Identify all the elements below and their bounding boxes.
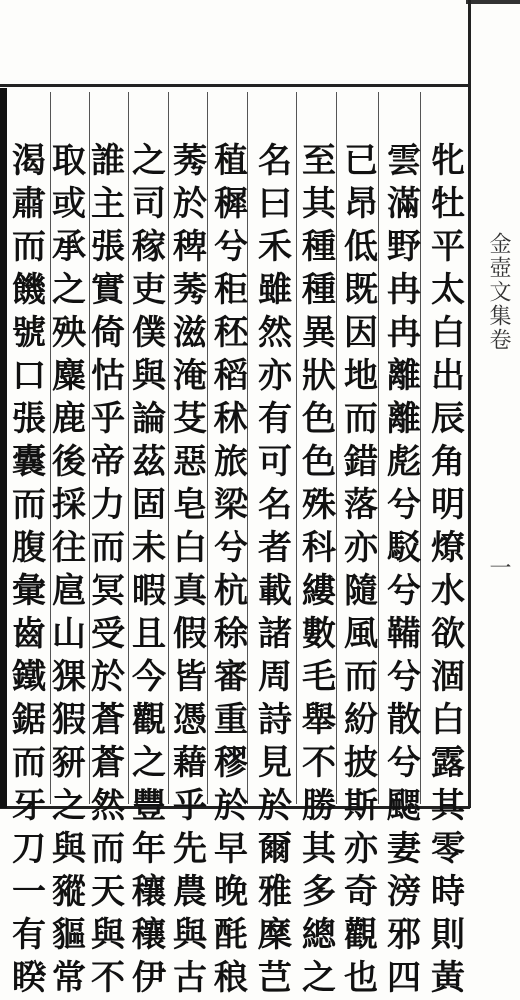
margin-title: 金壺文集卷 <box>486 232 511 352</box>
text-column-3: 已昂低既因地而錯落亦隨風而紛披斯亦奇觀也 <box>344 141 378 998</box>
text-column-5: 名曰禾雖然亦有可名者載諸周詩見於爾雅穈芑 <box>258 141 292 998</box>
text-column-4: 至其種種異狀色色殊科縷數毛舉不勝其多總之 <box>302 141 336 998</box>
text-column-9: 誰主張實倚怙乎帝力而冥受於蒼蒼然而天與不 <box>91 141 125 998</box>
frame-top-border <box>0 84 470 87</box>
text-column-10: 取或承之殃麋鹿後採往扈山猓猳豜之與豵貙常 <box>52 141 86 998</box>
margin-page-number: 一 <box>486 556 511 578</box>
text-column-8: 之司稼吏僕與論茲固未暇且今觀之豐年穰穰伊 <box>132 141 166 998</box>
text-column-1: 牝牡平太白出辰角明燎水欲涸白露其零時則黃 <box>431 141 465 998</box>
frame-left-border <box>0 88 7 808</box>
text-column-6: 稙穉兮秬秠稻秫旅梁兮杭稌審重穋於早晚酕稂 <box>214 141 248 998</box>
text-column-11: 渴肅而饑號口張囊而腹彙齒鐵鋸而牙刀一有睽 <box>12 141 46 998</box>
text-column-2: 雲滿野冉冉離離彪兮駁兮鞴兮散兮颸妻滂邪四 <box>387 141 421 998</box>
text-column-7: 莠於稗莠滋淹芟惡皂白真假皆憑藉乎先農與古 <box>173 141 207 998</box>
page-top-edge <box>466 0 520 4</box>
